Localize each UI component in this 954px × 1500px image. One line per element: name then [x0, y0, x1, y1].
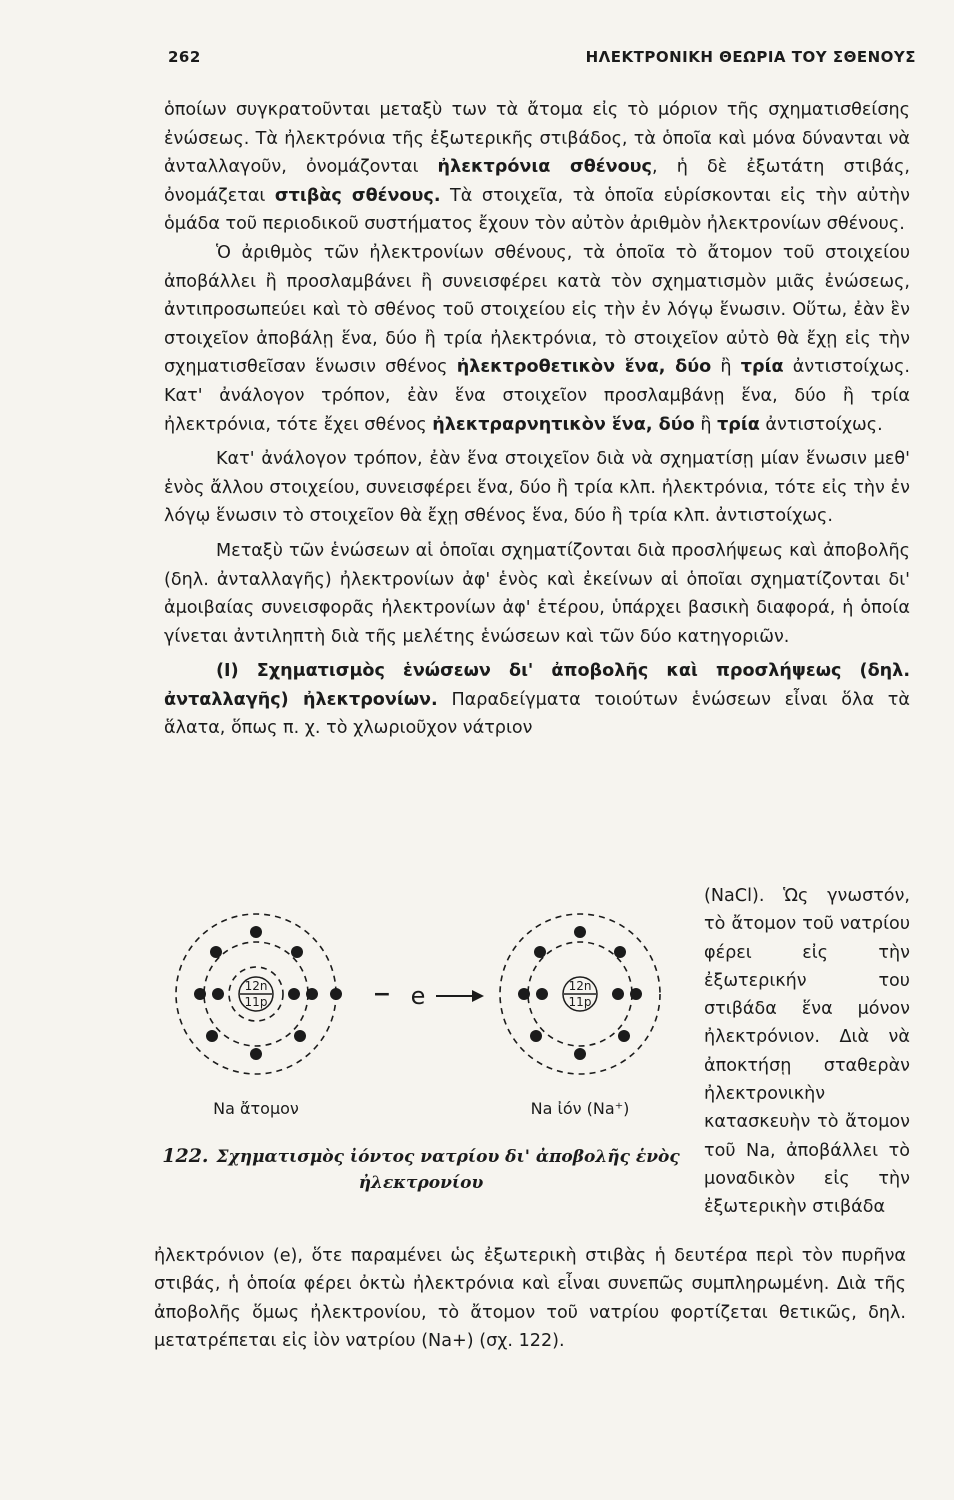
- minus-sign: −: [372, 982, 392, 1007]
- page-number: 262: [168, 48, 201, 66]
- electron: [288, 988, 300, 1000]
- electron: [306, 988, 318, 1000]
- paragraph-2: Ὁ ἀριθμὸς τῶν ἠλεκτρονίων σθένους, τὰ ὁποῖα τὸ ἄτομον τοῦ στοιχείου ἀποβάλλει ἢ προσλαμβάνει ἢ συνεισφέρει κατὰ τὸν σχηματισμὸν μιᾶς ἐνώσεως, ἀντιπροσωπεύει καὶ τὸ σθένος τοῦ στοιχείου εἰς τὴν ἐν λόγῳ ἕνωσιν. Οὕτω, ἐὰν ἓν στοιχεῖον ἀποβάλῃ ἕνα, δύο ἢ τρία ἠλεκτρόνια, τὸ στοιχεῖον αὐτὸ θὰ ἔχῃ εἰς τὴν σχηματισθεῖσαν ἕνωσιν σθένος ἠλεκτροθετικὸν ἕνα, δύο ἢ τρία ἀντιστοίχως. Κατ' ἀνάλογον τρόπον, ἐὰν ἕνα στοιχεῖον προσλαμβάνῃ ἕνα, δύο ἢ τρία ἠλεκτρόνια, τότε ἔχει σθένος ἠλεκτραρνητικὸν ἕνα, δύο ἢ τρία ἀντιστοίχως.: [164, 242, 910, 435]
- electron: [518, 988, 530, 1000]
- electron: [194, 988, 206, 1000]
- atom-nucleus-protons: 11p: [244, 995, 268, 1009]
- electron: [574, 1048, 586, 1060]
- electron: [294, 1030, 306, 1042]
- electron: [291, 946, 303, 958]
- figure-caption: [156, 1143, 686, 1196]
- paragraph-4: Μεταξὺ τῶν ἑνώσεων αἱ ὁποῖαι σχηματίζονται διὰ προσλήψεως καὶ ἀποβολῆς (δηλ. ἀνταλλαγῆς) ἠλεκτρονίων ἀφ' ἑνὸς καὶ ἐκείνων αἱ ὁποῖαι σχηματίζονται δι' ἀμοιβαίας συνεισφορᾶς ἠλεκτρονίων ἀφ' ἑτέρου, ὑπάρχει βασικὴ διαφορά, ἡ ὁποία γίνεται ἀντιληπτὴ διὰ τῆς μελέτης ἑνώσεων καὶ τῶν δύο κατηγοριῶν.: [164, 540, 910, 647]
- paragraph-3: Κατ' ἀνάλογον τρόπον, ἐὰν ἕνα στοιχεῖον διὰ νὰ σχηματίσῃ μίαν ἕνωσιν μεθ' ἑνὸς ἄλλου στοιχείου, συνεισφέρει ἕνα, δύο ἢ τρία κλπ. ἠλεκτρόνια, τότε εἰς τὴν ἐν λόγῳ ἕνωσιν τὸ στοιχεῖον θὰ ἔχῃ σθένος ἕνα, δύο ἢ τρία κλπ. ἀντιστοίχως.: [164, 449, 910, 527]
- main-text: [164, 96, 910, 743]
- electron: [618, 1030, 630, 1042]
- paragraph-5: (Ι) Σχηματισμὸς ἑνώσεων δι' ἀποβολῆς καὶ προσλήψεως (δηλ. ἀνταλλαγῆς) ἠλεκτρονίων. Παραδείγματα τοιούτων ἑνώσεων εἶναι ὅλα τὰ ἅλατα, ὅπως π. χ. τὸ χλωριοῦχον νάτριον: [164, 661, 910, 739]
- electron: [250, 926, 262, 938]
- atom-label: Na ἄτομον: [213, 1099, 299, 1118]
- side-column-text: (NaCl). Ὡς γνωστόν, τὸ ἄτομον τοῦ νατρίου φέρει εἰς τὴν ἐξωτερικήν του στιβάδα ἕνα μόνον ἠλεκτρόνιον. Διὰ νὰ ἀποκτήσῃ σταθερὰν ἠλεκτρονικὴν κατασκευὴν τὸ ἄτομον τοῦ Na, ἀποβάλλει τὸ μοναδικὸν εἰς τὴν ἐξωτερικὴν στιβάδα: [704, 886, 910, 1218]
- electron: [530, 1030, 542, 1042]
- electron-symbol: e: [410, 982, 426, 1010]
- page-header: [168, 48, 916, 70]
- electron: [630, 988, 642, 1000]
- electron: [210, 946, 222, 958]
- caption-number: 122.: [162, 1145, 209, 1167]
- electron: [250, 1048, 262, 1060]
- ion-nucleus-neutrons: 12n: [568, 979, 592, 993]
- electron: [614, 946, 626, 958]
- paragraph-1: ὁποίων συγκρατοῦνται μεταξὺ των τὰ ἄτομα εἰς τὸ μόριον τῆς σχηματισθείσης ἐνώσεως. Τὰ ἠλεκτρόνια τῆς ἐξωτερικῆς στιβάδος, τὰ ὁποῖα καὶ μόνα δύνανται νὰ ἀνταλλαγοῦν, ὀνομάζονται ἠλεκτρόνια σθένους, ἡ δὲ ἐξωτάτη στιβάς, ὀνομάζεται στιβὰς σθένους. Τὰ στοιχεῖα, τὰ ὁποῖα εὑρίσκονται εἰς τὴν αὐτὴν ὁμάδα τοῦ περιοδικοῦ συστήματος ἔχουν τὸν αὐτὸν ἀριθμὸν ἠλεκτρονίων σθένους.: [164, 100, 910, 235]
- electron: [206, 1030, 218, 1042]
- electron: [212, 988, 224, 1000]
- ion-label: Na ἰόν (Na⁺): [530, 1099, 630, 1118]
- electron: [536, 988, 548, 1000]
- valence-electron: [330, 988, 342, 1000]
- electron: [534, 946, 546, 958]
- ion-nucleus-protons: 11p: [568, 995, 592, 1009]
- electron: [574, 926, 586, 938]
- sodium-ion-diagram: [160, 908, 700, 1128]
- running-title: ΗΛΕΚΤΡΟΝΙΚΗ ΘΕΩΡΙΑ ΤΟΥ ΣΘΕΝΟΥΣ: [585, 48, 916, 66]
- atom-nucleus-neutrons: 12n: [244, 979, 268, 993]
- bottom-paragraph: ἠλεκτρόνιον (e), ὅτε παραμένει ὡς ἐξωτερικὴ στιβὰς ἡ δευτέρα περὶ τὸν πυρῆνα στιβάς, ἡ ὁποία φέρει ὀκτὼ ἠλεκτρόνια καὶ εἶναι συνεπῶς συμπληρωμένη. Διὰ τῆς ἀποβολῆς ὅμως ἠλεκτρονίου, τὸ ἄτομον τοῦ νατρίου φορτίζεται θετικῶς, δηλ. μετατρέπεται εἰς ἰὸν νατρίου (Na+) (σχ. 122).: [154, 1246, 906, 1352]
- caption-text: Σχηματισμὸς ἰόντος νατρίου δι' ἀποβολῆς ἑνὸς ἠλεκτρονίου: [216, 1147, 680, 1193]
- reaction-arrow: [436, 990, 484, 1002]
- electron: [612, 988, 624, 1000]
